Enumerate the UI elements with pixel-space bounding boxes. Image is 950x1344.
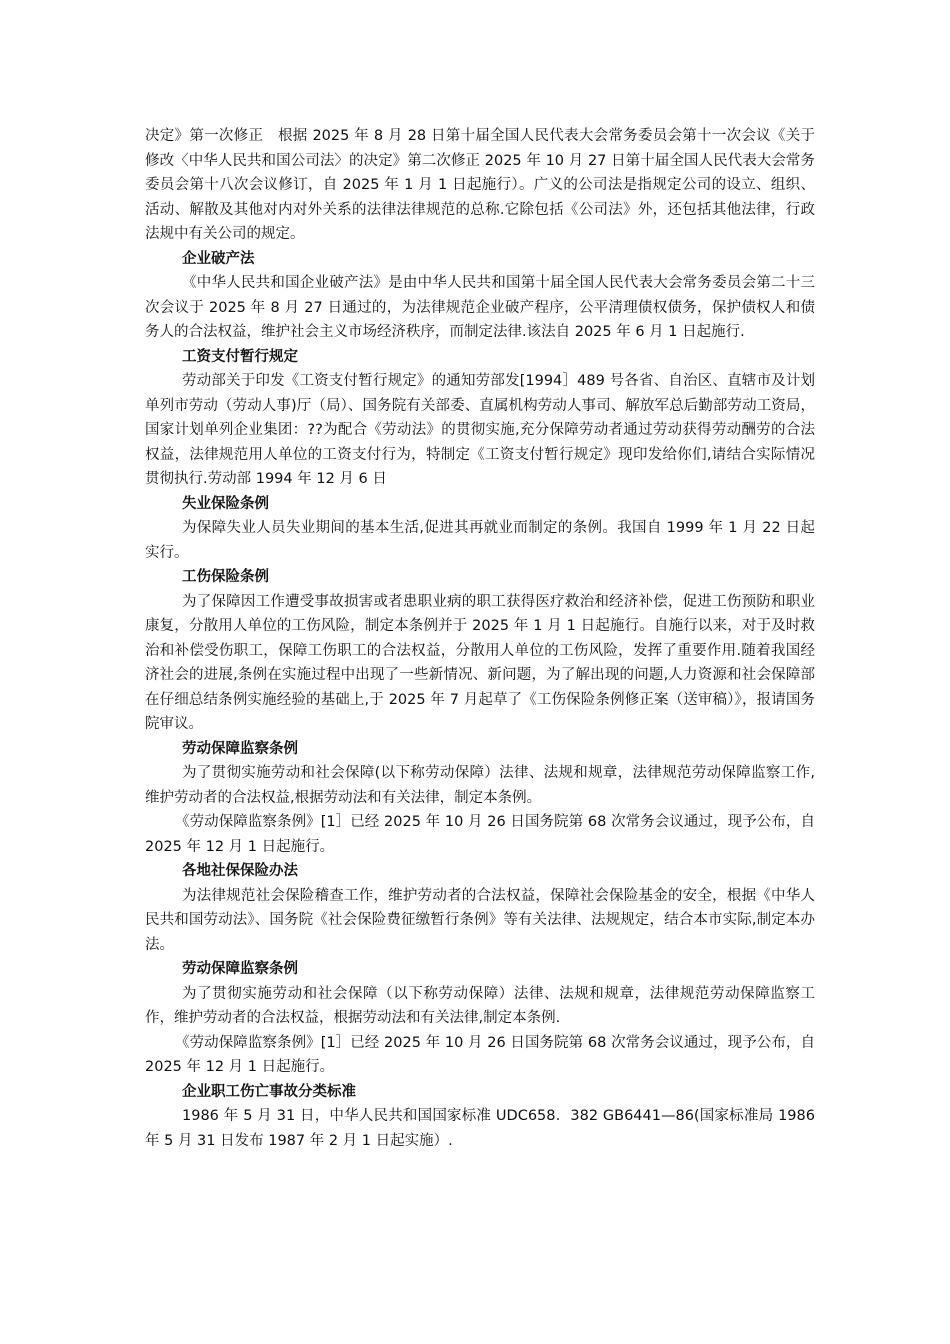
work-injury-insurance-paragraph: 为了保障因工作遭受事故损害或者患职业病的职工获得医疗救治和经济补偿，促进工伤预防和职业康复，分散用人单位的工伤风险，制定本条例并于 2025 年 1 月 1 日起施行。自施行以来，对于及时救治和补偿受伤职工，保障工伤职工的合法权益，分散用人单位的工伤风险，发挥了重要作用.随着我国经济社会的进展,条例在实施过程中出现了一些新情况、新问题，为了解出现的问题,人力资源和社会保障部在仔细总结条例实施经验的基础上,于 2025 年 7 月起草了《工伤保险条例修正案（送审稿）》，报请国务院审议。: [145, 593, 815, 732]
labor-supervision-heading: 劳动保障监察条例: [182, 740, 298, 757]
bankruptcy-law-paragraph: 《中华人民共和国企业破产法》是由中华人民共和国第十届全国人民代表大会常务委员会第二十三次会议于 2025 年 8 月 27 日通过的，为法律规范企业破产程序，公平清理债权债务，保护债权人和债务人的合法权益，维护社会主义市场经济秩序，而制定法律.该法自 2025 年 6 月 1 日起施行.: [145, 275, 815, 340]
unemployment-insurance-heading: 失业保险条例: [182, 495, 269, 512]
casualty-classification-heading: 企业职工伤亡事故分类标准: [182, 1083, 356, 1100]
labor-supervision-paragraph-2: 为了贯彻实施劳动和社会保障（以下称劳动保障）法律、法规和规章，法律规范劳动保障监察工作，维护劳动者的合法权益，根据劳动法和有关法律,制定本条例.: [145, 985, 815, 1026]
labor-supervision-paragraph: 为了贯彻实施劳动和社会保障(以下称劳动保障）法律、法规和规章，法律规范劳动保障监察工作,维护劳动者的合法权益,根据劳动法和有关法律，制定本条例。: [145, 765, 815, 806]
social-insurance-heading: 各地社保保险办法: [182, 863, 298, 879]
wage-payment-paragraph: 劳动部关于印发《工资支付暂行规定》的通知劳部发[1994］489 号各省、自治区、直辖市及计划单列市劳动（劳动人事)厅（局）、国务院有关部委、直属机构劳动人事司、解放军总后勤部劳动工资局，国家计划单列企业集团：??为配合《劳动法》的贯彻实施,充分保障劳动者通过劳动获得劳动酬劳的合法权益，法律规范用人单位的工资支付行为，特制定《工资支付暂行规定》现印发给你们,请结合实际情况贯彻执行.劳动部 1994 年 12 月 6 日: [145, 373, 815, 487]
wage-payment-heading: 工资支付暂行规定: [182, 348, 298, 365]
company-law-paragraph: 决定》第一次修正 根据 2025 年 8 月 28 日第十届全国人民代表大会常务委员会第十一次会议《关于修改〈中华人民共和国公司法〉的决定》第二次修正 2025 年 10 月 27 日第十届全国人民代表大会常务委员会第十八次会议修订，自 2025 年 1 月 1 日起施行）。广义的公司法是指规定公司的设立、组织、活动、解散及其他对内对外关系的法律法律规范的总称.它除包括《公司法》外，还包括其他法律，行政法规中有关公司的规定。: [145, 128, 815, 242]
labor-supervision-heading-2: 劳动保障监察条例: [182, 961, 298, 977]
labor-supervision-promulgation-2: 《劳动保障监察条例》[1］已经 2025 年 10 月 26 日国务院第 68 次常务会议通过，现予公布，自 2025 年 12 月 1 日起施行。: [145, 1034, 815, 1075]
labor-supervision-promulgation: 《劳动保障监察条例》[1］已经 2025 年 10 月 26 日国务院第 68 次常务会议通过，现予公布，自 2025 年 12 月 1 日起施行。: [145, 814, 815, 855]
document-page: [145, 124, 815, 1153]
social-insurance-paragraph: 为法律规范社会保险稽查工作，维护劳动者的合法权益，保障社会保险基金的安全，根据《中华人民共和国劳动法》、国务院《社会保险费征缴暂行条例》等有关法律、法规规定，结合本市实际,制定本办法。: [145, 887, 815, 953]
casualty-classification-paragraph: 1986 年 5 月 31 日，中华人民共和国国家标准 UDC658．382 GB6441—86(国家标准局 1986 年 5 月 31 日发布 1987 年 2 月 1 日起实施）.: [145, 1108, 815, 1149]
work-injury-insurance-heading: 工伤保险条例: [182, 569, 269, 585]
unemployment-insurance-paragraph: 为保障失业人员失业期间的基本生活,促进其再就业而制定的条例。我国自 1999 年 1 月 22 日起实行。: [145, 520, 815, 561]
bankruptcy-law-heading: 企业破产法: [182, 250, 255, 267]
